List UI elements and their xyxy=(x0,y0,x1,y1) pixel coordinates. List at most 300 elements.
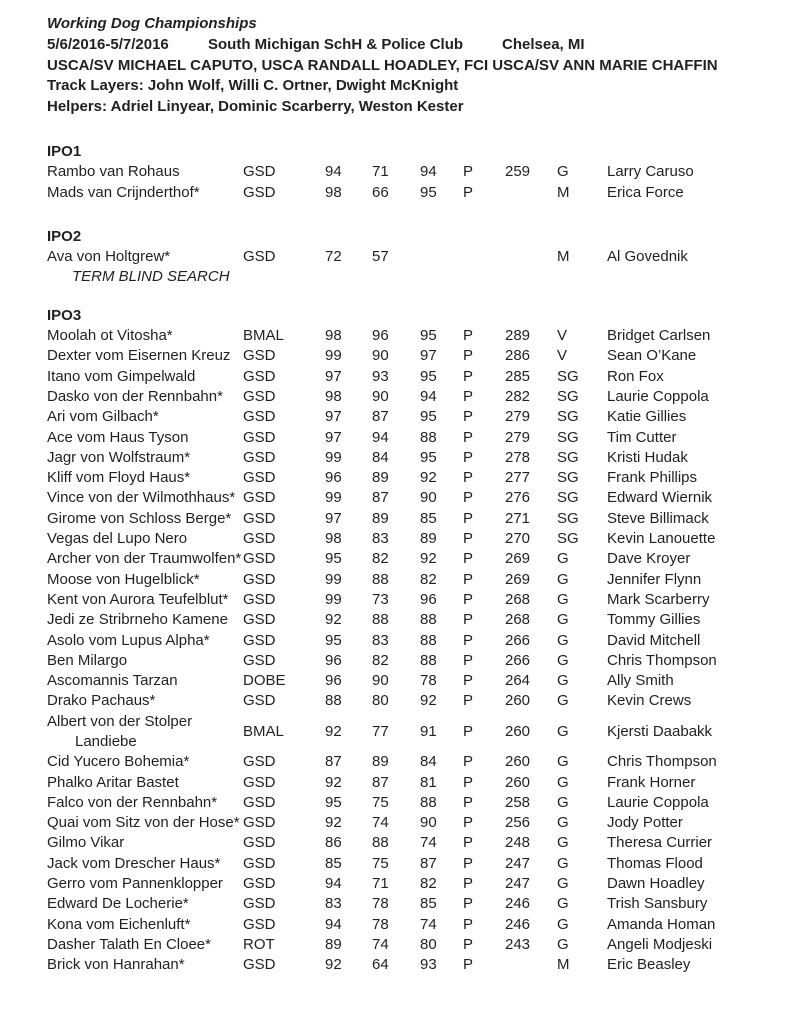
rating-text: G xyxy=(557,814,569,832)
score-a-text: 98 xyxy=(325,387,342,405)
pass-text: P xyxy=(463,672,474,690)
rating-text: G xyxy=(557,550,569,568)
rating-text: G xyxy=(557,722,569,740)
score-a-text: 95 xyxy=(325,550,342,568)
total-cell xyxy=(505,833,557,853)
rating-cell xyxy=(557,691,607,711)
score-b-cell xyxy=(372,610,420,630)
score-a-cell xyxy=(325,448,372,468)
breed-text: GSD xyxy=(243,875,276,893)
score-c-cell xyxy=(420,468,463,488)
section-label: IPO1 xyxy=(47,142,82,160)
result-row xyxy=(47,915,761,935)
score-a-text: 92 xyxy=(325,956,342,974)
score-a-text: 83 xyxy=(325,895,342,913)
breed-text: GSD xyxy=(243,408,276,426)
total-cell xyxy=(505,468,557,488)
score-c-text: 90 xyxy=(420,814,437,832)
rating-cell xyxy=(557,247,607,267)
score-b-text: 87 xyxy=(372,489,389,507)
score-b-cell xyxy=(372,691,420,711)
score-c-text: 96 xyxy=(420,590,437,608)
breed-cell xyxy=(243,874,325,894)
pass-text: P xyxy=(463,489,474,507)
handler-text: Ron Fox xyxy=(607,367,664,385)
score-c-text: 88 xyxy=(420,428,437,446)
score-a-text: 72 xyxy=(325,248,342,266)
handler-text: Sean O’Kane xyxy=(607,347,697,365)
rating-text: V xyxy=(557,327,568,345)
score-c-text: 91 xyxy=(420,722,437,740)
score-c-cell xyxy=(420,610,463,630)
total-cell xyxy=(505,671,557,691)
score-b-text: 84 xyxy=(372,448,389,466)
score-c-text: 95 xyxy=(420,327,437,345)
dog-text: Vince von der Wilmothhaus* xyxy=(47,489,236,507)
total-text: 277 xyxy=(505,469,531,487)
score-c-cell xyxy=(420,162,463,182)
rating-cell xyxy=(557,326,607,346)
dog-cell xyxy=(47,529,243,549)
score-a-text: 85 xyxy=(325,854,342,872)
score-a-text: 96 xyxy=(325,651,342,669)
page-title: Working Dog Championships xyxy=(47,15,257,32)
pass-text: P xyxy=(463,428,474,446)
score-c-cell xyxy=(420,488,463,508)
breed-cell xyxy=(243,833,325,853)
score-b-text: 87 xyxy=(372,773,389,791)
score-b-text: 90 xyxy=(372,672,389,690)
dog-text: Archer von der Traumwolfen* xyxy=(47,550,242,568)
handler-text: Thomas Flood xyxy=(607,854,703,872)
rating-text: G xyxy=(557,895,569,913)
total-cell xyxy=(505,326,557,346)
rating-text: SG xyxy=(557,489,579,507)
rating-text: G xyxy=(557,590,569,608)
document-header xyxy=(47,14,761,118)
total-text: 259 xyxy=(505,163,531,181)
score-a-cell xyxy=(325,428,372,448)
rating-text: SG xyxy=(557,408,579,426)
pass-text: P xyxy=(463,631,474,649)
score-c-text: 88 xyxy=(420,793,437,811)
handler-cell xyxy=(607,549,761,569)
breed-cell xyxy=(243,610,325,630)
score-c-text: 74 xyxy=(420,834,437,852)
pass-cell xyxy=(463,955,505,975)
rating-cell xyxy=(557,631,607,651)
score-a-text: 97 xyxy=(325,408,342,426)
pass-cell xyxy=(463,773,505,793)
total-cell xyxy=(505,488,557,508)
score-a-text: 88 xyxy=(325,692,342,710)
dog-text: Mads van Crijnderthof* xyxy=(47,183,200,201)
rating-text: G xyxy=(557,753,569,771)
dog-cell xyxy=(47,549,243,569)
handler-text: Frank Horner xyxy=(607,773,696,791)
breed-cell xyxy=(243,935,325,955)
rating-cell xyxy=(557,509,607,529)
track-layers-line: Track Layers: John Wolf, Willi C. Ortner, Dwight McKnight xyxy=(47,77,459,95)
rating-cell xyxy=(557,915,607,935)
score-b-cell xyxy=(372,407,420,427)
pass-cell xyxy=(463,346,505,366)
score-a-text: 95 xyxy=(325,631,342,649)
pass-text: P xyxy=(463,530,474,548)
handler-text: Ally Smith xyxy=(607,672,674,690)
breed-text: GSD xyxy=(243,834,276,852)
score-a-cell xyxy=(325,367,372,387)
total-cell xyxy=(505,407,557,427)
score-c-text: 88 xyxy=(420,611,437,629)
pass-text: P xyxy=(463,854,474,872)
score-b-text: 82 xyxy=(372,550,389,568)
score-b-text: 73 xyxy=(372,590,389,608)
helpers-line: Helpers: Adriel Linyear, Dominic Scarberry, Weston Kester xyxy=(47,98,464,116)
total-cell xyxy=(505,935,557,955)
dog-cell xyxy=(47,448,243,468)
pass-text: P xyxy=(463,956,474,974)
pass-cell xyxy=(463,631,505,651)
pass-cell xyxy=(463,529,505,549)
score-b-cell xyxy=(372,549,420,569)
section-ipo2 xyxy=(47,227,761,288)
score-b-text: 88 xyxy=(372,611,389,629)
score-b-cell xyxy=(372,773,420,793)
handler-text: Kristi Hudak xyxy=(607,448,688,466)
breed-text: BMAL xyxy=(243,722,284,740)
handler-cell xyxy=(607,671,761,691)
result-row xyxy=(47,162,761,182)
total-text: 271 xyxy=(505,509,531,527)
total-cell xyxy=(505,247,557,267)
result-row xyxy=(47,935,761,955)
handler-cell xyxy=(607,631,761,651)
score-c-cell xyxy=(420,428,463,448)
score-b-cell xyxy=(372,468,420,488)
rating-text: M xyxy=(557,248,570,266)
total-text: 285 xyxy=(505,367,531,385)
breed-text: GSD xyxy=(243,509,276,527)
result-row xyxy=(47,247,761,267)
total-text: 268 xyxy=(505,611,531,629)
score-c-cell xyxy=(420,935,463,955)
pass-cell xyxy=(463,326,505,346)
breed-cell xyxy=(243,428,325,448)
score-c-text: 81 xyxy=(420,773,437,791)
handler-cell xyxy=(607,162,761,182)
score-c-text: 95 xyxy=(420,448,437,466)
club-name: South Michigan SchH & Police Club xyxy=(208,35,464,53)
dog-cell xyxy=(47,793,243,813)
score-a-text: 99 xyxy=(325,347,342,365)
score-b-text: 96 xyxy=(372,327,389,345)
handler-cell xyxy=(607,247,761,267)
rating-text: G xyxy=(557,834,569,852)
dog-text: Jack vom Drescher Haus* xyxy=(47,854,221,872)
score-b-cell xyxy=(372,367,420,387)
breed-cell xyxy=(243,793,325,813)
score-c-text: 92 xyxy=(420,692,437,710)
pass-cell xyxy=(463,915,505,935)
score-c-text: 90 xyxy=(420,489,437,507)
score-b-text: 77 xyxy=(372,722,389,740)
score-a-text: 94 xyxy=(325,915,342,933)
score-a-text: 97 xyxy=(325,509,342,527)
total-cell xyxy=(505,773,557,793)
score-b-text: 89 xyxy=(372,753,389,771)
dog-text: Ascomannis Tarzan xyxy=(47,672,178,690)
rating-text: G xyxy=(557,935,569,953)
handler-cell xyxy=(607,651,761,671)
dog-cell xyxy=(47,468,243,488)
dog-cell xyxy=(47,854,243,874)
handler-text: Dave Kroyer xyxy=(607,550,691,568)
score-b-cell xyxy=(372,854,420,874)
score-b-cell xyxy=(372,183,420,203)
pass-cell xyxy=(463,671,505,691)
score-c-cell xyxy=(420,854,463,874)
dog-text: Moolah ot Vitosha* xyxy=(47,327,173,345)
score-c-cell xyxy=(420,793,463,813)
result-row xyxy=(47,570,761,590)
event-location: Chelsea, MI xyxy=(502,35,585,53)
rating-text: G xyxy=(557,570,569,588)
pass-cell xyxy=(463,488,505,508)
rating-cell xyxy=(557,813,607,833)
score-a-text: 95 xyxy=(325,793,342,811)
score-c-text: 84 xyxy=(420,753,437,771)
pass-cell xyxy=(463,813,505,833)
result-row xyxy=(47,468,761,488)
total-text: 256 xyxy=(505,814,531,832)
rating-cell xyxy=(557,162,607,182)
breed-text: GSD xyxy=(243,590,276,608)
rating-cell xyxy=(557,955,607,975)
handler-cell xyxy=(607,894,761,914)
total-cell xyxy=(505,549,557,569)
handler-cell xyxy=(607,367,761,387)
total-text: 282 xyxy=(505,387,531,405)
rating-cell xyxy=(557,671,607,691)
pass-text: P xyxy=(463,570,474,588)
breed-text: GSD xyxy=(243,347,276,365)
score-c-cell xyxy=(420,722,463,742)
score-b-text: 75 xyxy=(372,854,389,872)
total-cell xyxy=(505,915,557,935)
score-b-cell xyxy=(372,752,420,772)
score-c-cell xyxy=(420,326,463,346)
pass-cell xyxy=(463,894,505,914)
result-row xyxy=(47,813,761,833)
score-b-text: 89 xyxy=(372,509,389,527)
score-b-cell xyxy=(372,326,420,346)
total-text: 258 xyxy=(505,793,531,811)
breed-text: GSD xyxy=(243,611,276,629)
score-b-text: 74 xyxy=(372,814,389,832)
breed-text: GSD xyxy=(243,489,276,507)
dog-text: Moose von Hugelblick* xyxy=(47,570,200,588)
pass-text: P xyxy=(463,895,474,913)
score-a-cell xyxy=(325,407,372,427)
breed-text: GSD xyxy=(243,651,276,669)
handler-text: Eric Beasley xyxy=(607,956,691,974)
breed-cell xyxy=(243,387,325,407)
pass-text: P xyxy=(463,834,474,852)
score-b-text: 88 xyxy=(372,570,389,588)
score-c-cell xyxy=(420,631,463,651)
score-a-text: 92 xyxy=(325,722,342,740)
pass-cell xyxy=(463,407,505,427)
dog-cell xyxy=(47,428,243,448)
handler-cell xyxy=(607,346,761,366)
handler-text: Frank Phillips xyxy=(607,469,698,487)
dog-text: Dasher Talath En Cloee* xyxy=(47,935,211,953)
breed-text: DOBE xyxy=(243,672,286,690)
pass-text: P xyxy=(463,327,474,345)
total-text: 266 xyxy=(505,651,531,669)
dog-cell xyxy=(47,570,243,590)
dog-cell xyxy=(47,712,243,753)
dog-cell xyxy=(47,610,243,630)
dog-text: Dexter vom Eisernen Kreuz xyxy=(47,347,231,365)
rating-text: M xyxy=(557,183,570,201)
score-a-cell xyxy=(325,833,372,853)
score-b-text: 66 xyxy=(372,183,389,201)
score-c-text: 82 xyxy=(420,875,437,893)
score-c-cell xyxy=(420,813,463,833)
breed-cell xyxy=(243,549,325,569)
dog-text: Asolo vom Lupus Alpha* xyxy=(47,631,210,649)
score-b-text: 90 xyxy=(372,347,389,365)
total-cell xyxy=(505,428,557,448)
pass-text: P xyxy=(463,753,474,771)
breed-text: GSD xyxy=(243,814,276,832)
score-a-text: 96 xyxy=(325,469,342,487)
handler-text: Jennifer Flynn xyxy=(607,570,702,588)
dog-cell xyxy=(47,247,243,267)
total-text: 278 xyxy=(505,448,531,466)
total-text: 246 xyxy=(505,895,531,913)
rating-cell xyxy=(557,793,607,813)
result-row xyxy=(47,448,761,468)
breed-text: BMAL xyxy=(243,327,284,345)
score-c-text: 85 xyxy=(420,895,437,913)
rating-text: G xyxy=(557,773,569,791)
score-c-text: 80 xyxy=(420,935,437,953)
dog-text: Kent von Aurora Teufelblut* xyxy=(47,590,229,608)
breed-text: GSD xyxy=(243,163,276,181)
dog-text: Phalko Aritar Bastet xyxy=(47,773,179,791)
result-row xyxy=(47,752,761,772)
section-label: IPO2 xyxy=(47,227,82,245)
dog-text: Girome von Schloss Berge* xyxy=(47,509,232,527)
pass-cell xyxy=(463,691,505,711)
dog-text: Ari vom Gilbach* xyxy=(47,408,159,426)
dog-cell xyxy=(47,833,243,853)
breed-text: GSD xyxy=(243,530,276,548)
score-c-text: 95 xyxy=(420,367,437,385)
dog-text: Dasko von der Rennbahn* xyxy=(47,387,223,405)
score-a-text: 99 xyxy=(325,489,342,507)
handler-text: Edward Wiernik xyxy=(607,489,713,507)
dog-cell xyxy=(47,671,243,691)
score-c-text: 82 xyxy=(420,570,437,588)
breed-text: GSD xyxy=(243,387,276,405)
dog-text: Ben Milargo xyxy=(47,651,128,669)
pass-cell xyxy=(463,570,505,590)
rating-text: SG xyxy=(557,469,579,487)
pass-cell xyxy=(463,247,505,267)
score-a-cell xyxy=(325,529,372,549)
dog-cell xyxy=(47,752,243,772)
total-text: 279 xyxy=(505,428,531,446)
pass-text: P xyxy=(463,367,474,385)
rating-text: G xyxy=(557,651,569,669)
handler-cell xyxy=(607,509,761,529)
handler-cell xyxy=(607,590,761,610)
rating-cell xyxy=(557,367,607,387)
dog-cell xyxy=(47,955,243,975)
dog-cell xyxy=(47,162,243,182)
handler-text: Laurie Coppola xyxy=(607,387,709,405)
handler-cell xyxy=(607,448,761,468)
score-a-cell xyxy=(325,468,372,488)
score-a-cell xyxy=(325,162,372,182)
score-a-cell xyxy=(325,935,372,955)
breed-cell xyxy=(243,894,325,914)
total-cell xyxy=(505,874,557,894)
dog-text: Drako Pachaus* xyxy=(47,692,156,710)
total-cell xyxy=(505,691,557,711)
event-meta-row xyxy=(47,35,761,56)
score-b-text: 75 xyxy=(372,793,389,811)
breed-cell xyxy=(243,162,325,182)
total-text: 286 xyxy=(505,347,531,365)
handler-text: Amanda Homan xyxy=(607,915,716,933)
result-row xyxy=(47,590,761,610)
result-row xyxy=(47,854,761,874)
pass-text: P xyxy=(463,347,474,365)
pass-cell xyxy=(463,183,505,203)
rating-cell xyxy=(557,590,607,610)
result-row xyxy=(47,428,761,448)
dog-cell xyxy=(47,326,243,346)
result-row xyxy=(47,874,761,894)
score-b-cell xyxy=(372,935,420,955)
breed-text: GSD xyxy=(243,469,276,487)
score-a-cell xyxy=(325,387,372,407)
result-row xyxy=(47,712,761,753)
dog-cell xyxy=(47,691,243,711)
total-text: 269 xyxy=(505,570,531,588)
breed-cell xyxy=(243,346,325,366)
breed-text: GSD xyxy=(243,956,276,974)
score-b-text: 87 xyxy=(372,408,389,426)
handler-text: Katie Gillies xyxy=(607,408,687,426)
total-cell xyxy=(505,854,557,874)
score-b-cell xyxy=(372,162,420,182)
pass-cell xyxy=(463,387,505,407)
score-b-text: 71 xyxy=(372,163,389,181)
dog-text: Gerro vom Pannenklopper xyxy=(47,875,223,893)
section-ipo3 xyxy=(47,306,761,976)
handler-text: Jody Potter xyxy=(607,814,683,832)
score-a-cell xyxy=(325,894,372,914)
score-a-text: 97 xyxy=(325,367,342,385)
score-a-cell xyxy=(325,854,372,874)
handler-cell xyxy=(607,854,761,874)
